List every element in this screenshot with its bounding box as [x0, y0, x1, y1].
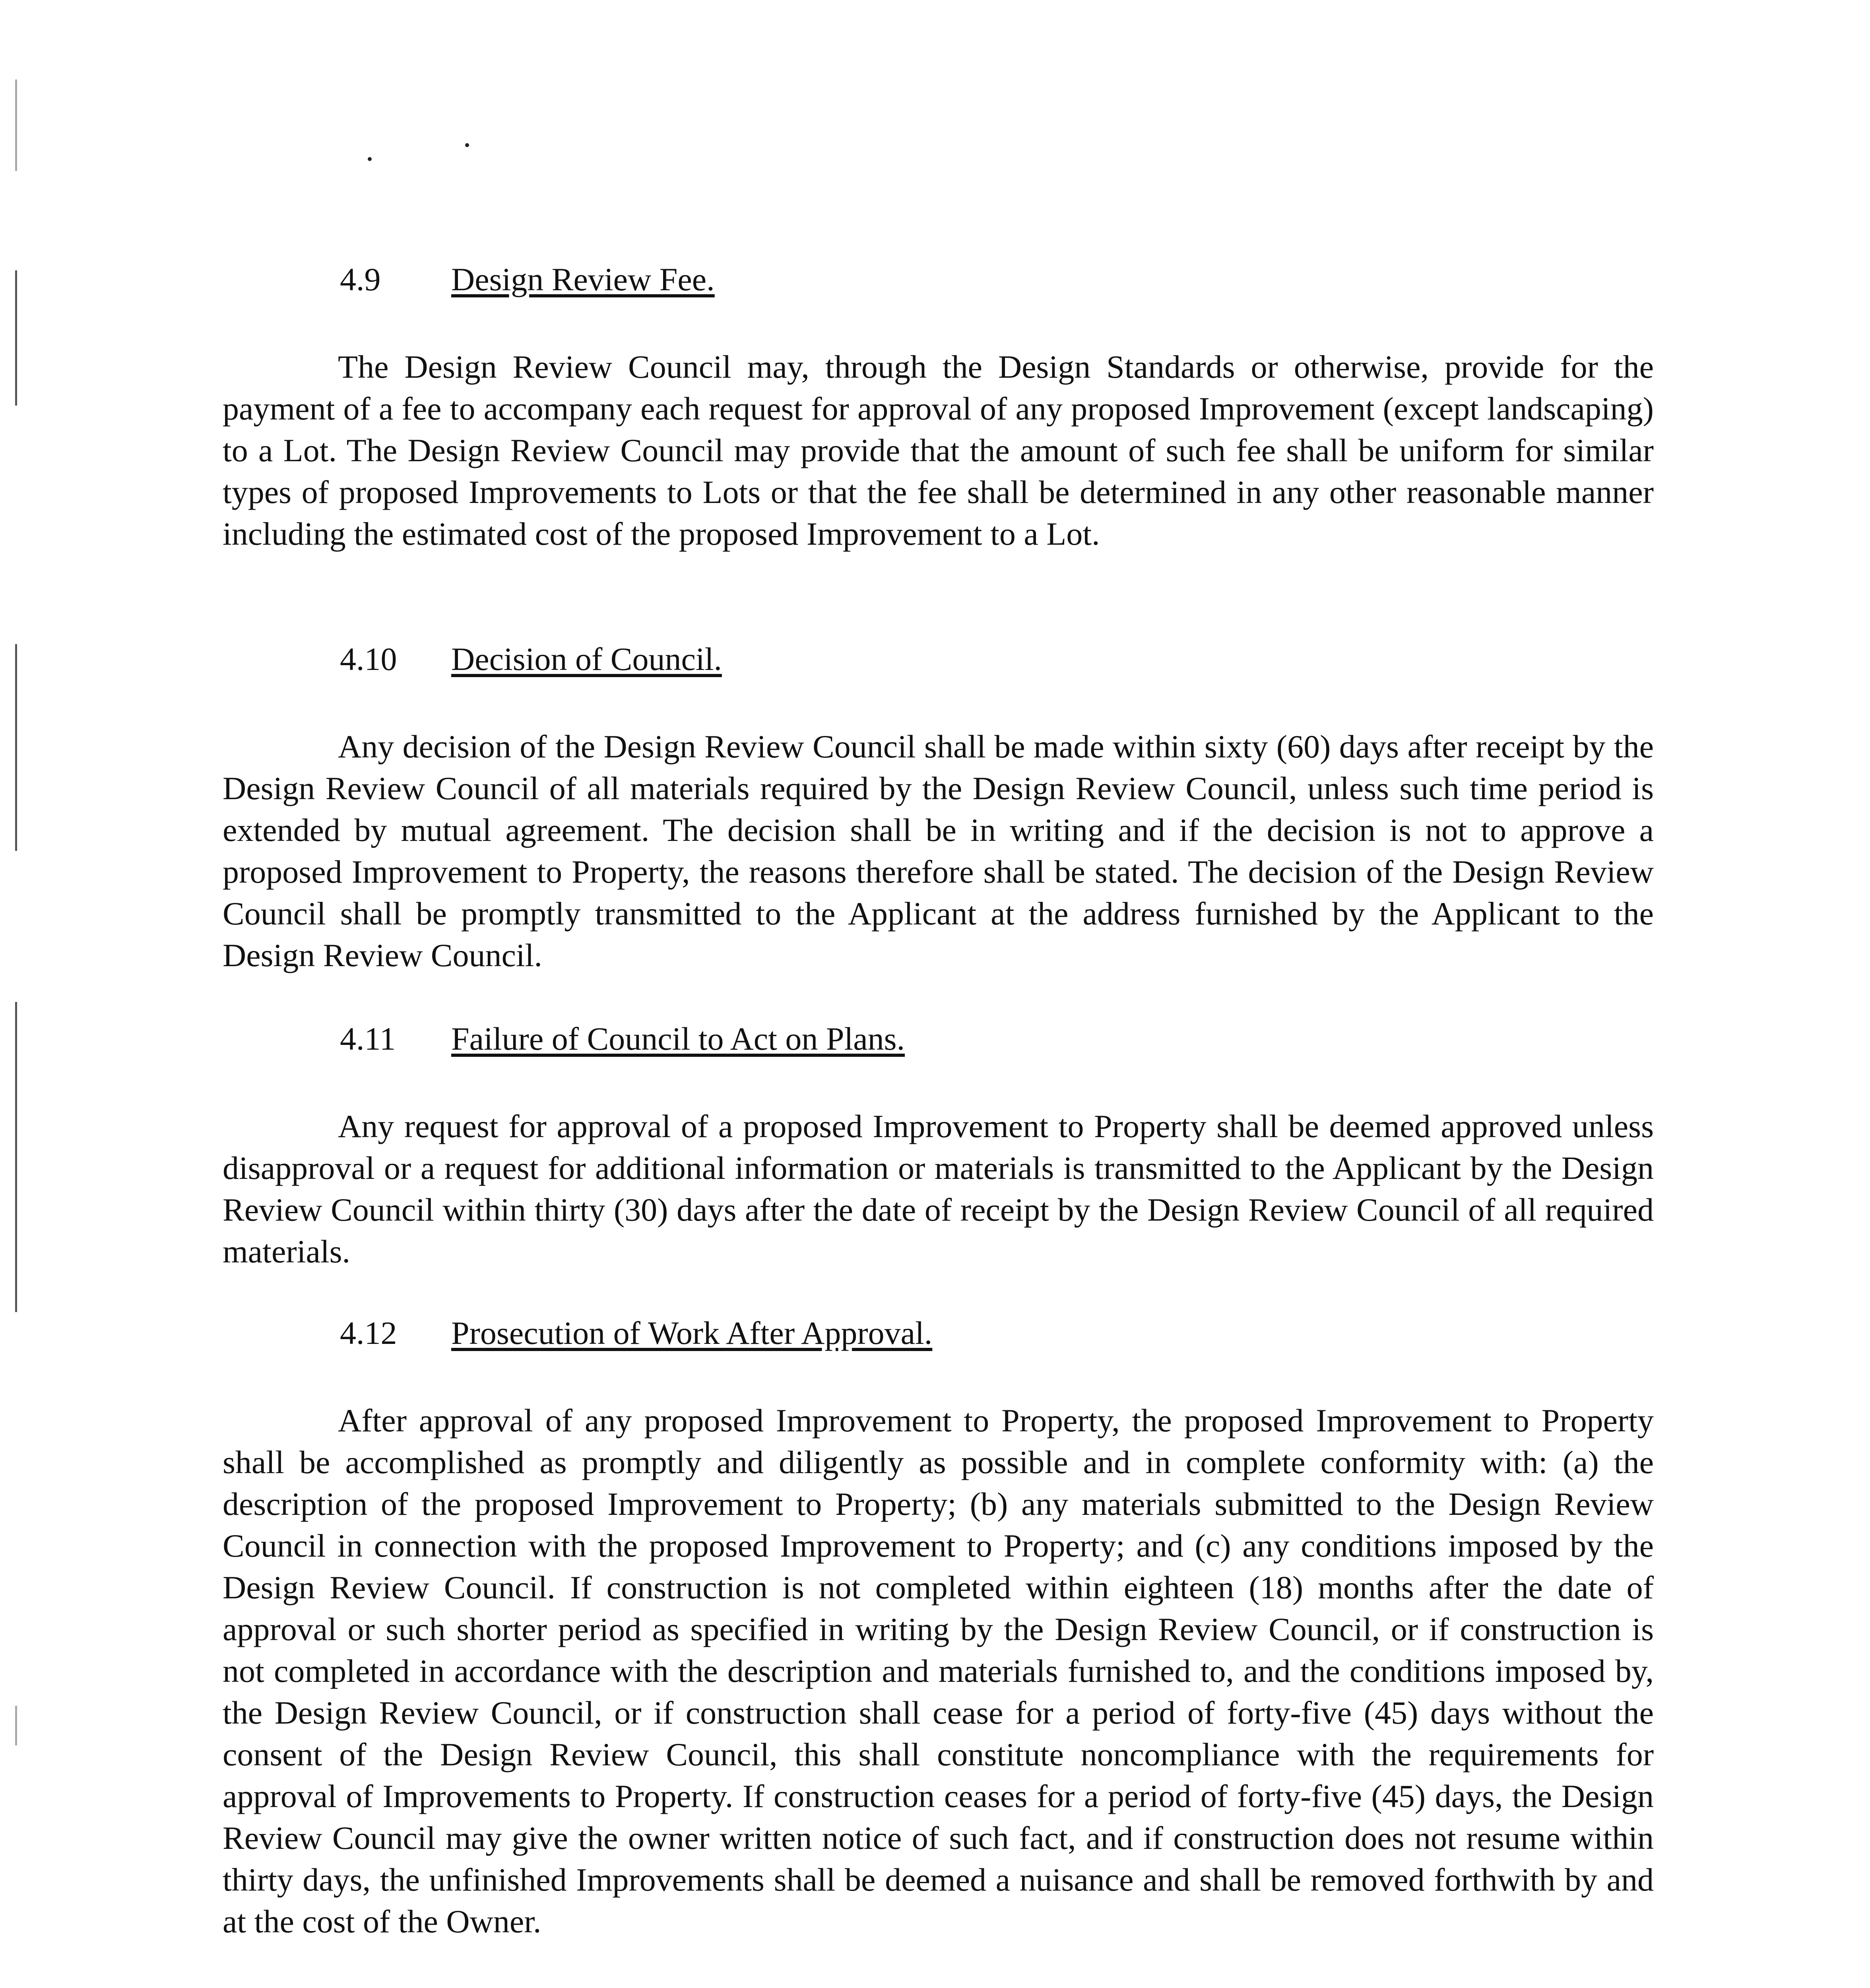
section-body: The Design Review Council may, through the Design Standards or otherwise, provide for the payment of a fee to accompany each request for approval of any proposed Improvement (except landscaping) to a Lot. The Design Review Council may provide that the amount of such fee shall be uniform for similar types of proposed Improvements to Lots or that the fee shall be determined in any other reasonable manner including the estimated cost of the proposed Improvement to a Lot.: [223, 349, 1654, 552]
scan-margin-line: [15, 80, 17, 171]
section-heading: [340, 638, 722, 680]
section-heading: [340, 1312, 932, 1354]
scan-margin-line: [15, 1706, 17, 1745]
section-title: Failure of Council to Act on Plans.: [451, 1021, 905, 1057]
section-body: After approval of any proposed Improvement to Property, the proposed Improvement to Property shall be accomplished as promptly and diligently as possible and in complete conformity with: (a) the description of the proposed Improvement to Property; (b) any materials submitted to the Design Review Council in connection with the proposed Improvement to Property; and (c) any conditions imposed by the Design Review Council. If construction is not completed within eighteen (18) months after the date of approval or such shorter period as specified in writing by the Design Review Council, or if construction is not completed in accordance with the description and materials furnished to, and the conditions imposed by, the Design Review Council, or if construction shall cease for a period of forty-five (45) days without the consent of the Design Review Council, this shall constitute noncompliance with the requirements for approval of Improvements to Property. If construction ceases for a period of forty-five (45) days, the Design Review Council may give the owner written notice of such fact, and if construction does not resume within thirty days, the unfinished Improvements shall be deemed a nuisance and shall be removed forthwith by and at the cost of the Owner.: [223, 1402, 1654, 1939]
scan-margin-line: [15, 270, 17, 406]
section-number: 4.9: [340, 261, 381, 297]
section-title: Prosecution of Work After Approval.: [451, 1315, 933, 1351]
section-number: 4.10: [340, 641, 397, 677]
section-title: Decision of Council.: [451, 641, 722, 677]
section-number: 4.12: [340, 1315, 397, 1351]
scan-speck: [368, 157, 372, 161]
section-heading: [340, 258, 715, 300]
section-body: Any request for approval of a proposed Improvement to Property shall be deemed approved unless disapproval or a request for additional information or materials is transmitted to the Applicant by the Design Review Council within thirty (30) days after the date of receipt by the Design Review Council of all required materials.: [223, 1108, 1654, 1270]
section-heading: [340, 1018, 905, 1060]
scan-speck: [465, 143, 469, 147]
scan-margin-line: [15, 1002, 17, 1312]
section-body: Any decision of the Design Review Council shall be made within sixty (60) days after receipt by the Design Review Council of all materials required by the Design Review Council, unless such time period is extended by mutual agreement. The decision shall be in writing and if the decision is not to approve a proposed Improvement to Property, the reasons therefore shall be stated. The decision of the Design Review Council shall be promptly transmitted to the Applicant at the address furnished by the Applicant to the Design Review Council.: [223, 728, 1654, 973]
section-number: 4.11: [340, 1021, 396, 1057]
scan-margin-line: [15, 644, 17, 851]
section-title: Design Review Fee.: [451, 261, 715, 297]
